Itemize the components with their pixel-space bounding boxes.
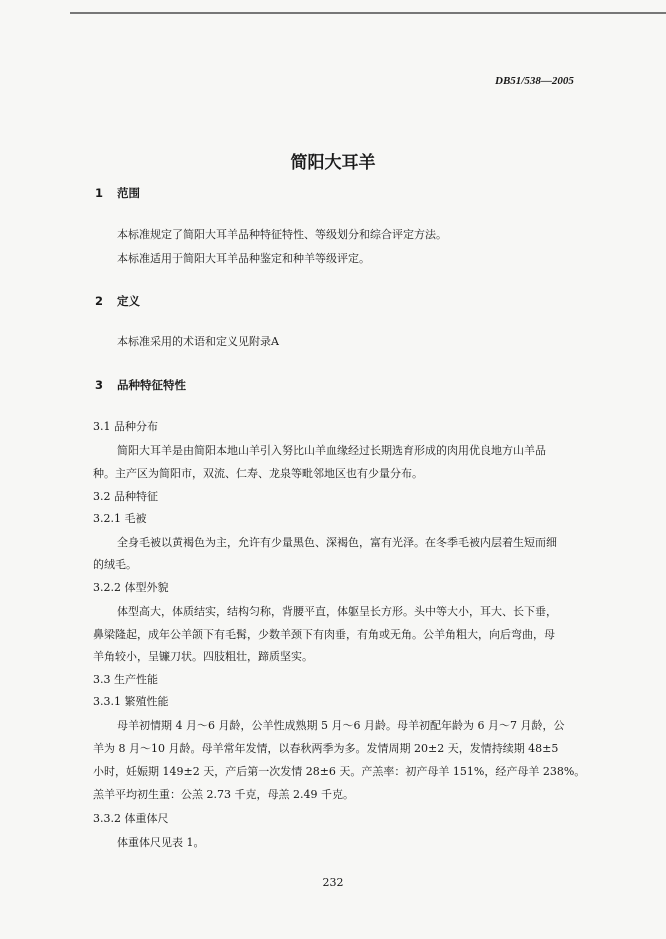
- page-number: 232: [322, 876, 344, 889]
- subsection-3-1-line-2: 种。主产区为简阳市，双流、仁寿、龙泉等毗邻地区也有少量分布。: [93, 467, 423, 480]
- subsection-3-3-1-line-2: 羊为 8 月～10 月龄。母羊常年发情，以春秋两季为多。发情周期 20±2 天，发情持续期 48±5: [93, 742, 559, 755]
- section-2-number: 2: [95, 294, 104, 308]
- subsection-3-3-2-line-1: 体重体尺见表 1。: [117, 836, 205, 849]
- section-1-title: 范围: [117, 186, 140, 200]
- subsection-3-3-1-line-1: 母羊初情期 4 月～6 月龄，公羊性成熟期 5 月～6 月龄。母羊初配年龄为 6 月～7 月龄，公: [117, 719, 565, 732]
- subsection-3-2-heading: 3.2 品种特征: [93, 490, 158, 503]
- subsection-3-2-1-line-1: 全身毛被以黄褐色为主，允许有少量黑色、深褐色，富有光泽。在冬季毛被内层着生短而细: [117, 536, 557, 549]
- section-1-para-1: 本标准规定了简阳大耳羊品种特征特性、等级划分和综合评定方法。: [117, 228, 447, 241]
- subsection-3-2-1-heading: 3.2.1 毛被: [93, 512, 147, 525]
- page-top-border: [70, 0, 666, 14]
- section-2-title: 定义: [117, 294, 140, 308]
- subsection-3-1-line-1: 简阳大耳羊是由简阳本地山羊引入努比山羊血缘经过长期选育形成的肉用优良地方山羊品: [117, 444, 546, 457]
- section-3-heading: [95, 377, 186, 393]
- subsection-3-2-1-line-2: 的绒毛。: [93, 558, 137, 571]
- section-3-title: 品种特征特性: [117, 378, 186, 392]
- section-3-number: 3: [95, 378, 104, 392]
- subsection-3-3-heading: 3.3 生产性能: [93, 673, 158, 686]
- subsection-3-3-1-line-4: 羔羊平均初生重：公羔 2.73 千克，母羔 2.49 千克。: [93, 788, 354, 801]
- subsection-3-3-1-line-3: 小时，妊娠期 149±2 天，产后第一次发情 28±6 天。产羔率：初产母羊 151%，经产母羊 238%。: [93, 765, 586, 778]
- section-1-number: 1: [95, 186, 104, 200]
- subsection-3-2-2-line-2: 鼻梁隆起，成年公羊颌下有毛髯，少数羊颈下有肉垂，有角或无角。公羊角粗大，向后弯曲，母: [93, 628, 555, 641]
- subsection-3-2-2-line-3: 羊角较小，呈镰刀状。四肢粗壮，蹄质坚实。: [93, 650, 313, 663]
- subsection-3-3-2-heading: 3.3.2 体重体尺: [93, 812, 169, 825]
- standard-code: DB51/538—2005: [495, 75, 574, 87]
- subsection-3-1-heading: 3.1 品种分布: [93, 420, 158, 433]
- section-1-para-2: 本标准适用于简阳大耳羊品种鉴定和种羊等级评定。: [117, 252, 370, 265]
- page-title: 简阳大耳羊: [290, 153, 376, 173]
- section-2-para-1: 本标准采用的术语和定义见附录A: [117, 335, 279, 348]
- section-2-heading: [95, 293, 140, 309]
- subsection-3-2-2-heading: 3.2.2 体型外貌: [93, 581, 169, 594]
- subsection-3-3-1-heading: 3.3.1 繁殖性能: [93, 695, 169, 708]
- subsection-3-2-2-line-1: 体型高大，体质结实，结构匀称，背腰平直，体躯呈长方形。头中等大小，耳大、长下垂，: [117, 605, 557, 618]
- section-1-heading: [95, 185, 140, 201]
